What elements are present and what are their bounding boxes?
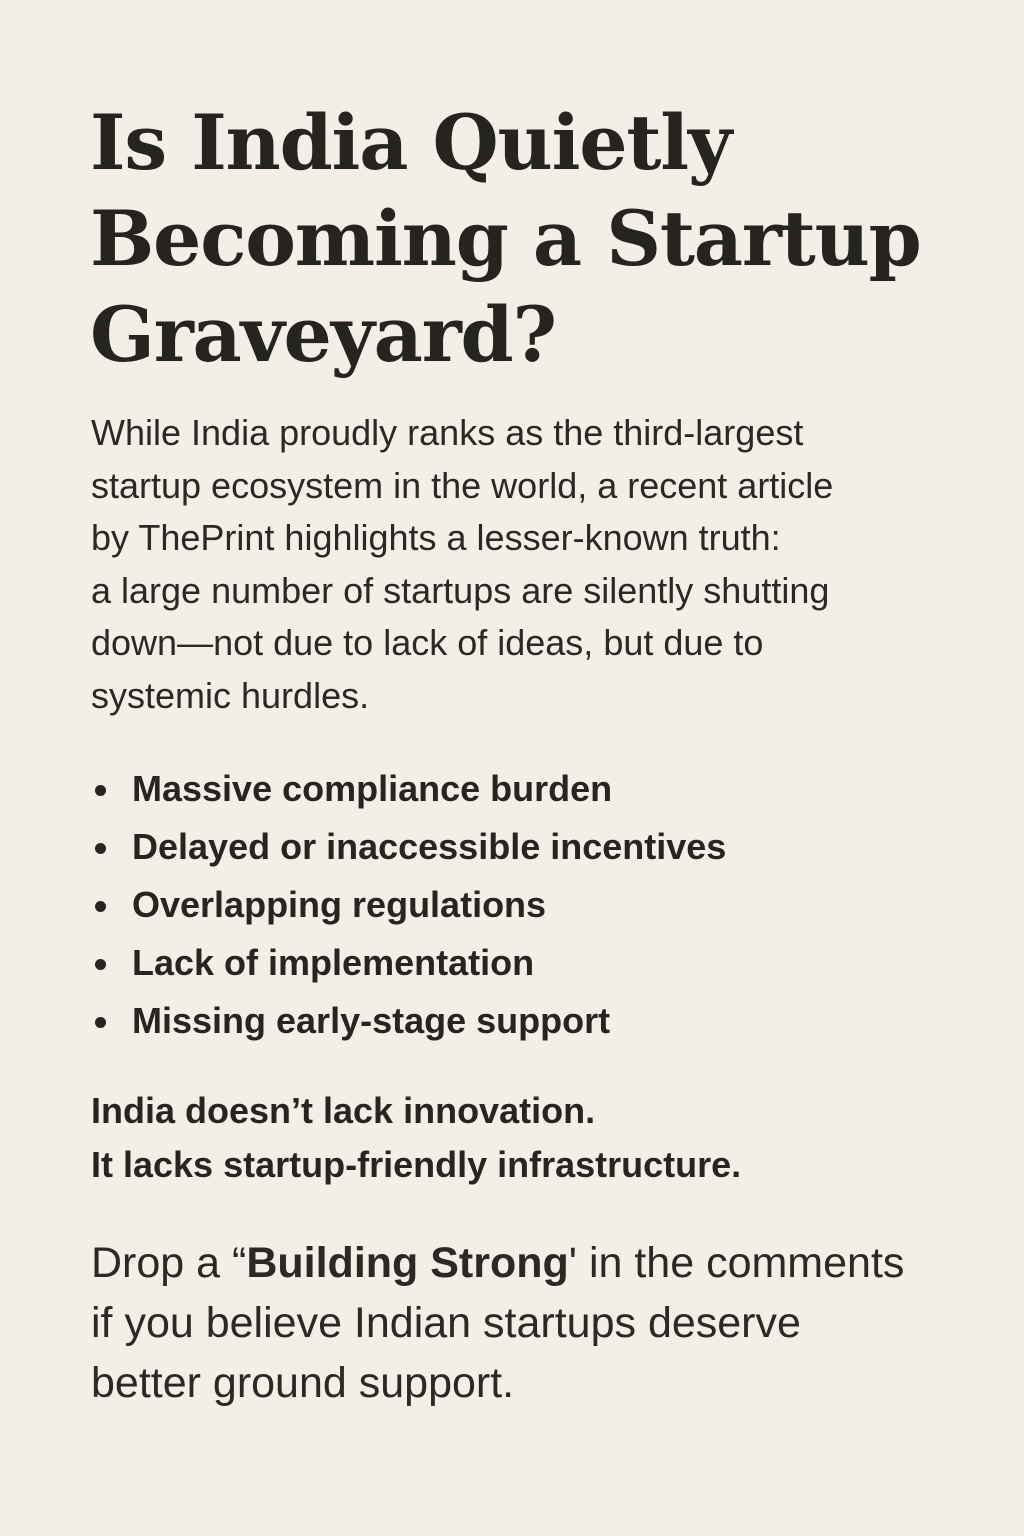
cta-line-3: better ground support. [91,1359,515,1407]
intro-line-4: a large number of startups are silently shutting [91,569,830,611]
list-item [91,818,951,876]
cta-keyword: Building Strong [246,1239,569,1287]
conclusion-statement [91,1084,971,1192]
list-item-label: Lack of implementation [132,942,535,983]
list-item [91,992,951,1050]
cta-suffix: ' in the comments [568,1239,905,1287]
cta-line-2: if you believe Indian startups deserve [91,1299,801,1347]
cta-line-1 [91,1233,991,1293]
bullet-dot-icon [95,959,106,970]
intro-line-1: While India proudly ranks as the third-largest [91,412,804,453]
title-line-3: Graveyard? [90,290,556,379]
hurdles-list [91,760,951,1050]
bullet-dot-icon [95,901,106,912]
conclusion-line-2: It lacks startup-friendly infrastructure. [91,1144,742,1185]
list-item [91,760,951,818]
list-item-label: Massive compliance burden [132,768,613,809]
bullet-dot-icon [95,1017,106,1028]
intro-line-5: down—not due to lack of ideas, but due to [91,622,764,663]
title-line-2: Becoming a Startup [90,194,921,283]
page-title [90,95,970,383]
intro-line-2: startup ecosystem in the world, a recent article [91,464,834,506]
conclusion-line-1: India doesn’t lack innovation. [91,1090,596,1131]
call-to-action [91,1233,991,1413]
list-item [91,934,951,992]
list-item-label: Missing early-stage support [132,1000,611,1041]
intro-line-3: by ThePrint highlights a lesser-known truth: [91,517,781,558]
list-item-label: Delayed or inaccessible incentives [132,826,727,867]
title-line-1: Is India Quietly [90,98,731,187]
bullet-dot-icon [95,843,106,854]
intro-paragraph [91,407,971,722]
list-item-label: Overlapping regulations [132,884,547,925]
intro-line-6: systemic hurdles. [91,674,370,716]
list-item [91,876,951,934]
cta-prefix: Drop a “ [91,1239,247,1287]
bullet-dot-icon [95,785,106,796]
